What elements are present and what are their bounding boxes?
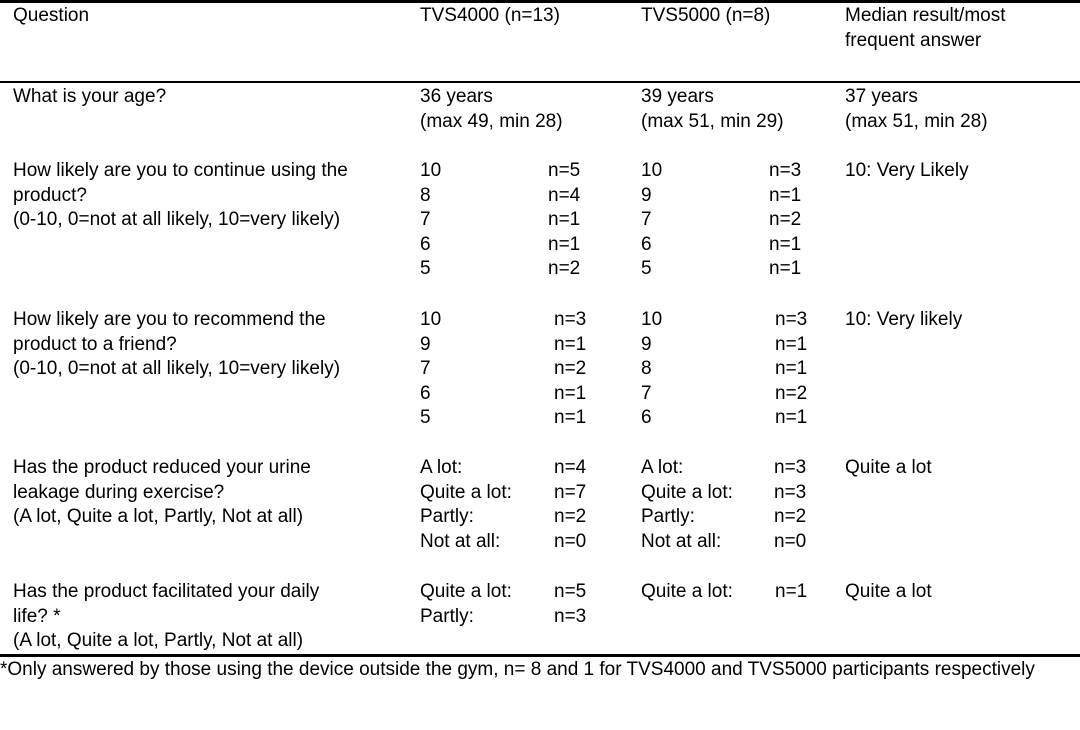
answer-label: Quite a lot: (420, 581, 512, 602)
score-label: 5 (420, 258, 431, 280)
count-value: n=0 (774, 530, 807, 552)
count-value: n=2 (769, 209, 802, 231)
score-label: 9 (641, 333, 652, 355)
count-value: n=3 (775, 309, 808, 330)
header-tvs4000: TVS4000 (n=13) (420, 5, 560, 26)
count-value: n=5 (554, 581, 587, 602)
value-line: (max 51, min 29) (641, 110, 784, 132)
value-line: 10: Very likely (845, 309, 963, 330)
row-continue-median (845, 159, 969, 184)
table-top-rule (0, 0, 1080, 3)
value-line: 36 years (420, 86, 493, 107)
score-label: 8 (420, 184, 431, 206)
score-label: 7 (641, 382, 652, 404)
row-age-question (13, 85, 166, 110)
answer-label: A lot: (641, 457, 684, 478)
score-label: 10 (641, 160, 663, 181)
count-value: n=2 (554, 506, 587, 528)
answer-label: Partly: (641, 506, 695, 528)
question-line: (0-10, 0=not at all likely, 10=very likely) (13, 358, 341, 380)
table-footnote: *Only answered by those using the device outside the gym, n= 8 and 1 for TVS4000 and TVS5000 participants respectively (0, 659, 1035, 680)
header-median-line: Median result/most (845, 5, 1006, 26)
row-leakage-median (845, 456, 932, 481)
question-line: What is your age? (13, 86, 167, 107)
count-value: n=2 (548, 258, 581, 280)
header-tvs5000: TVS5000 (n=8) (641, 5, 771, 26)
question-line: (0-10, 0=not at all likely, 10=very likely) (13, 209, 341, 231)
answer-label: Quite a lot: (641, 581, 733, 602)
value-line: Quite a lot (845, 457, 932, 478)
row-continue-question (13, 159, 348, 233)
count-value: n=1 (769, 184, 802, 206)
answer-label: Not at all: (420, 530, 501, 552)
question-line: product to a friend? (13, 333, 177, 355)
count-value: n=1 (769, 233, 802, 255)
row-age-tvs4000 (420, 85, 563, 134)
count-value: n=7 (554, 481, 587, 503)
question-line: (A lot, Quite a lot, Partly, Not at all) (13, 506, 304, 528)
count-value: n=5 (548, 160, 581, 181)
count-value: n=1 (775, 407, 808, 429)
value-line: 10: Very Likely (845, 160, 969, 181)
table-header-rule (0, 81, 1080, 83)
value-line: 37 years (845, 86, 918, 107)
count-value: n=3 (554, 309, 587, 330)
row-daily-question (13, 580, 319, 654)
count-value: n=1 (775, 581, 808, 602)
header-question: Question (13, 5, 90, 26)
value-line: (max 49, min 28) (420, 110, 563, 132)
score-label: 5 (420, 407, 431, 429)
score-label: 6 (420, 382, 431, 404)
answer-label: Partly: (420, 605, 474, 627)
row-recommend-question (13, 308, 340, 382)
row-age-median (845, 85, 988, 134)
value-line: Quite a lot (845, 581, 932, 602)
score-label: 9 (641, 184, 652, 206)
answer-label: Quite a lot: (641, 481, 733, 503)
answer-label: A lot: (420, 457, 463, 478)
header-median-line: frequent answer (845, 29, 982, 51)
score-label: 7 (420, 209, 431, 231)
count-value: n=2 (774, 506, 807, 528)
answer-label: Quite a lot: (420, 481, 512, 503)
answer-label: Not at all: (641, 530, 722, 552)
count-value: n=0 (554, 530, 587, 552)
question-line: Has the product reduced your urine (13, 457, 311, 478)
count-value: n=1 (548, 209, 581, 231)
question-line: How likely are you to continue using the (13, 160, 348, 181)
row-recommend-median (845, 308, 962, 333)
question-line: Has the product facilitated your daily (13, 581, 320, 602)
count-value: n=1 (554, 382, 587, 404)
count-value: n=1 (775, 333, 808, 355)
count-value: n=4 (548, 184, 581, 206)
score-label: 10 (641, 309, 663, 330)
count-value: n=4 (554, 457, 587, 478)
score-label: 6 (641, 407, 652, 429)
count-value: n=3 (554, 605, 587, 627)
count-value: n=3 (774, 457, 807, 478)
score-label: 7 (420, 358, 431, 380)
count-value: n=1 (769, 258, 802, 280)
score-label: 10 (420, 160, 442, 181)
score-label: 6 (420, 233, 431, 255)
score-label: 6 (641, 233, 652, 255)
score-label: 8 (641, 358, 652, 380)
score-label: 7 (641, 209, 652, 231)
count-value: n=3 (774, 481, 807, 503)
row-leakage-question (13, 456, 311, 530)
count-value: n=2 (775, 382, 808, 404)
question-line: (A lot, Quite a lot, Partly, Not at all) (13, 630, 304, 652)
question-line: product? (13, 184, 87, 206)
header-median (845, 4, 1006, 53)
value-line: 39 years (641, 86, 714, 107)
count-value: n=3 (769, 160, 802, 181)
count-value: n=1 (548, 233, 581, 255)
question-line: life? * (13, 605, 61, 627)
row-daily-median (845, 580, 932, 605)
score-label: 10 (420, 309, 442, 330)
score-label: 5 (641, 258, 652, 280)
question-line: leakage during exercise? (13, 481, 225, 503)
table-bottom-rule (0, 654, 1080, 657)
count-value: n=1 (554, 407, 587, 429)
count-value: n=1 (775, 358, 808, 380)
score-label: 9 (420, 333, 431, 355)
row-age-tvs5000 (641, 85, 784, 134)
count-value: n=1 (554, 333, 587, 355)
question-line: How likely are you to recommend the (13, 309, 326, 330)
value-line: (max 51, min 28) (845, 110, 988, 132)
count-value: n=2 (554, 358, 587, 380)
answer-label: Partly: (420, 506, 474, 528)
